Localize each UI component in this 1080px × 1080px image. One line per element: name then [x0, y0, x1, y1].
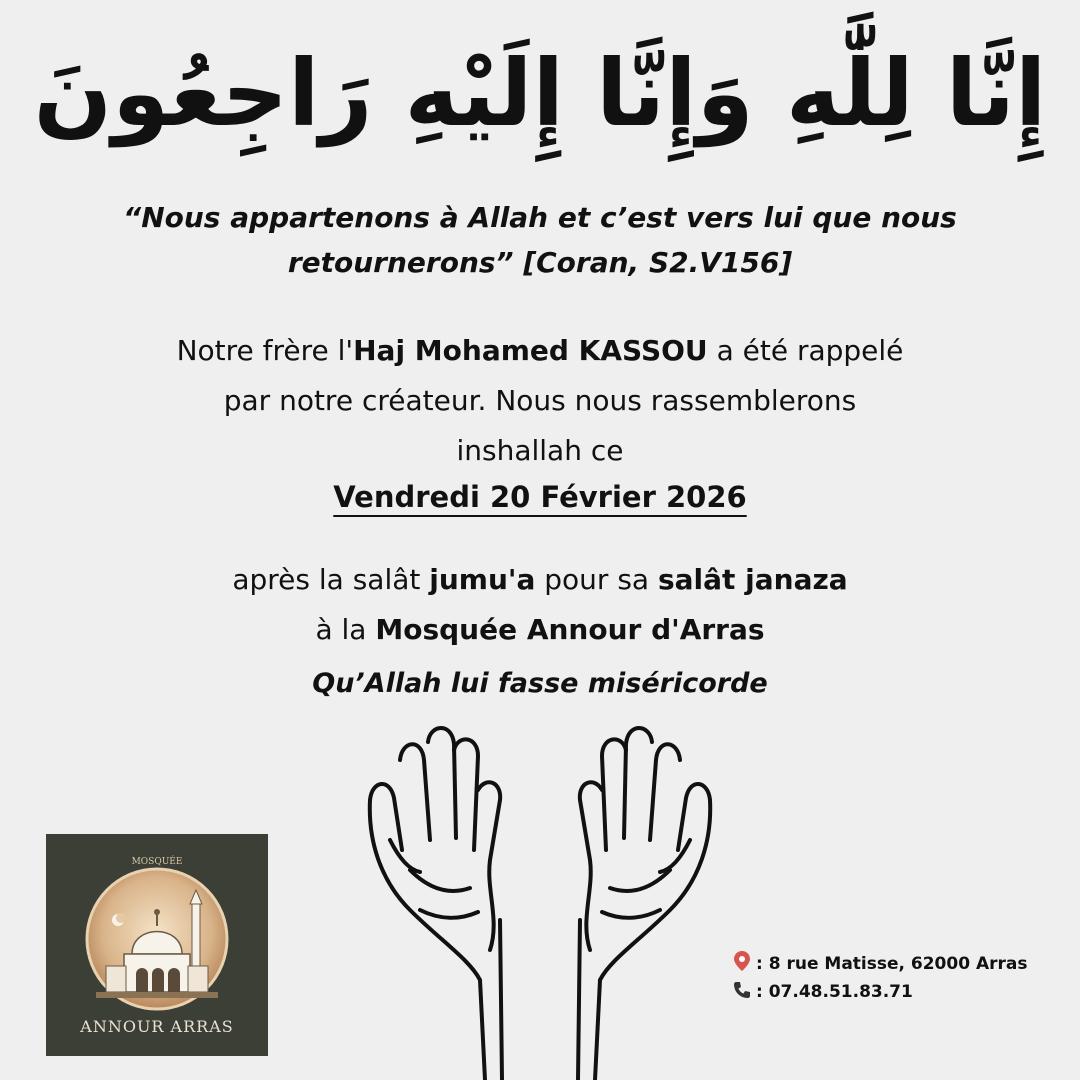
- janaza-text: salât janaza: [657, 563, 848, 596]
- mosque-logo-graphic: [46, 834, 268, 1056]
- left-hand-icon: [370, 728, 502, 1080]
- announcement-line-2: par notre créateur. Nous nous rassemblerons: [223, 384, 857, 417]
- verse-line-2: retournerons” [Coran, S2.V156]: [287, 246, 793, 279]
- location-pin-icon: [732, 950, 752, 972]
- jumua-text: jumu'a: [429, 563, 536, 596]
- address-line: [732, 950, 1027, 974]
- verse-line-1: “Nous appartenons à Allah et c’est vers lui que nous: [123, 201, 957, 234]
- announcement-line-3: inshallah ce: [456, 434, 624, 467]
- address-text: 8 rue Matisse, 62000 Arras: [768, 954, 1028, 974]
- closing-prayer: Qu’Allah lui fasse miséricorde: [312, 668, 768, 699]
- deceased-name: Haj Mohamed KASSOU: [353, 334, 708, 367]
- quran-verse: [60, 195, 1020, 285]
- phone-icon: [732, 980, 752, 1000]
- announcement-text: Notre frère l': [176, 334, 354, 367]
- mosque-name: Mosquée Annour d'Arras: [375, 613, 765, 646]
- details-text: à la: [315, 613, 376, 646]
- arabic-calligraphy: [33, 0, 1047, 170]
- phone-prefix: :: [756, 982, 769, 1002]
- mosque-logo: [46, 834, 268, 1056]
- details-text: pour sa: [535, 563, 658, 596]
- details-line-1: [60, 555, 1020, 605]
- phone-text: 07.48.51.83.71: [768, 982, 913, 1002]
- announcement: [60, 326, 1020, 476]
- calligraphy-text: إِنَّا لِلَّٰهِ وَإِنَّا إِلَيْهِ رَاجِعُونَ: [33, 40, 1047, 147]
- phone-line: [732, 980, 913, 1002]
- announcement-line-1: [60, 326, 1020, 376]
- funeral-date: [0, 474, 1080, 520]
- logo-name: ANNOUR ARRAS: [80, 1017, 234, 1036]
- praying-hands-illustration: [350, 720, 730, 1080]
- announcement-text: a été rappelé: [707, 334, 904, 367]
- prayer-details: [60, 555, 1020, 655]
- date-text: Vendredi 20 Février 2026: [333, 480, 747, 514]
- details-line-2: [60, 605, 1020, 655]
- right-hand-icon: [578, 728, 710, 1080]
- address-prefix: :: [756, 954, 769, 974]
- logo-top-text: MOSQUÉE: [131, 857, 183, 867]
- details-text: après la salât: [232, 563, 430, 596]
